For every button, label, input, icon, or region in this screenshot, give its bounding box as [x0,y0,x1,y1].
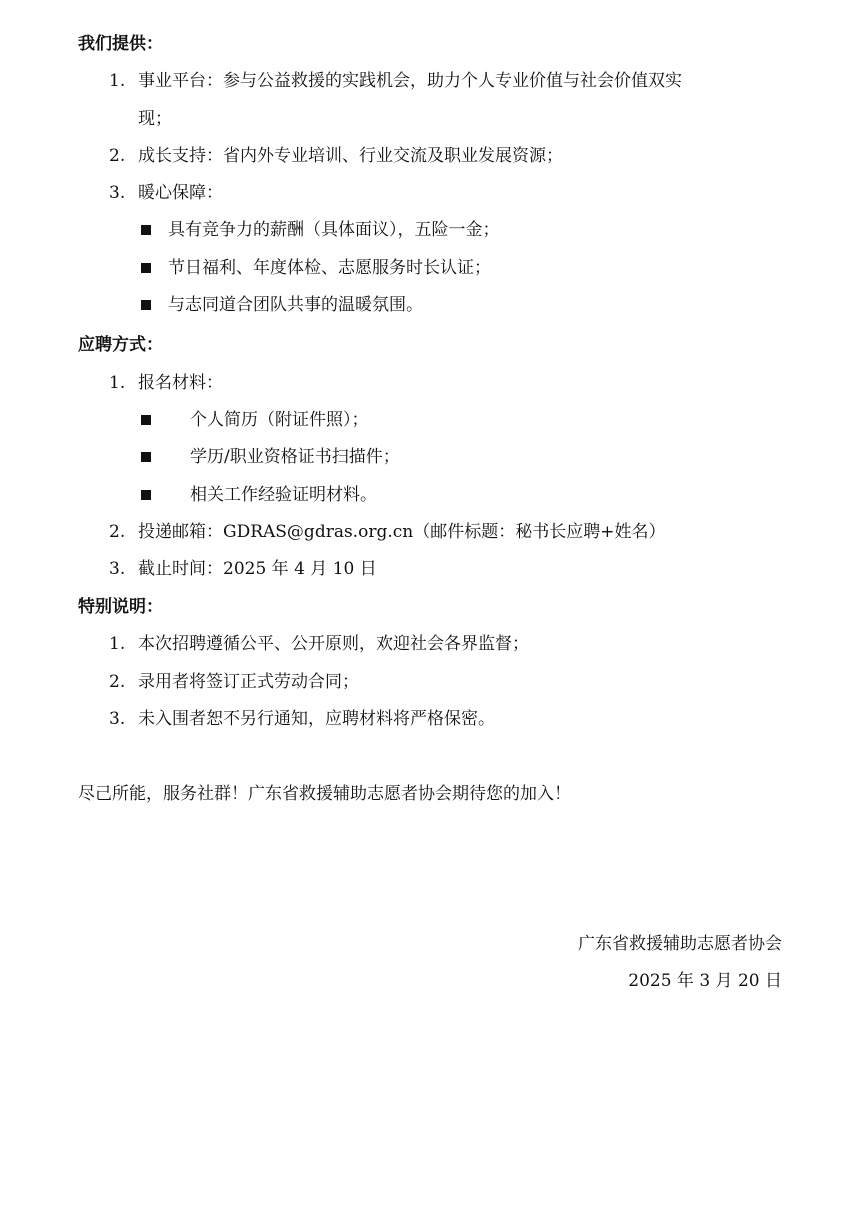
apply-item-1-text: 报名材料： [138,373,223,393]
apply-item-2-text: 投递邮箱：GDRAS@gdras.org.cn（邮件标题：秘书长应聘+姓名） [138,522,666,542]
closing-statement: 尽己所能，服务社群！广东省救援辅助志愿者协会期待您的加入！ [78,784,571,804]
notes-item-3-text: 未入围者恕不另行通知，应聘材料将严格保密。 [138,709,495,729]
offer-item-2-text: 成长支持：省内外专业培训、行业交流及职业发展资源； [138,146,563,166]
offer-benefit-2: 节日福利、年度体检、志愿服务时长认证； [168,258,491,278]
offer-item-3-number: 3. [109,183,126,203]
apply-material-3: 相关工作经验证明材料。 [190,485,377,505]
offer-heading: 我们提供： [78,34,163,54]
notes-item-1-number: 1. [109,634,126,654]
apply-item-3-text: 截止时间：2025 年 4 月 10 日 [138,559,377,579]
offer-benefit-1: 具有竞争力的薪酬（具体面议），五险一金； [168,220,500,240]
notes-item-2-text: 录用者将签订正式劳动合同； [138,672,359,692]
apply-material-2: 学历/职业资格证书扫描件； [190,447,400,467]
apply-item-3-number: 3. [109,559,126,579]
notes-item-3-number: 3. [109,709,126,729]
apply-material-1: 个人简历（附证件照）； [190,410,369,430]
signature-organization: 广东省救援辅助志愿者协会 [578,934,782,954]
square-bullet-icon [141,300,151,310]
square-bullet-icon [141,263,151,273]
apply-item-2-number: 2. [109,522,126,542]
notes-item-2-number: 2. [109,672,126,692]
offer-item-3-text: 暖心保障： [138,183,223,203]
square-bullet-icon [141,415,151,425]
offer-item-1-text: 事业平台：参与公益救援的实践机会，助力个人专业价值与社会价值双实 [138,71,682,91]
offer-item-1-number: 1. [109,71,126,91]
offer-item-1-continuation: 现； [138,109,172,129]
apply-item-1-number: 1. [109,373,126,393]
signature-date: 2025 年 3 月 20 日 [628,971,782,991]
offer-item-2-number: 2. [109,146,126,166]
offer-benefit-3: 与志同道合团队共事的温暖氛围。 [168,295,423,315]
notes-heading: 特别说明： [78,597,163,617]
square-bullet-icon [141,225,151,235]
notes-item-1-text: 本次招聘遵循公平、公开原则，欢迎社会各界监督； [138,634,529,654]
apply-heading: 应聘方式： [78,335,163,355]
square-bullet-icon [141,452,151,462]
square-bullet-icon [141,490,151,500]
